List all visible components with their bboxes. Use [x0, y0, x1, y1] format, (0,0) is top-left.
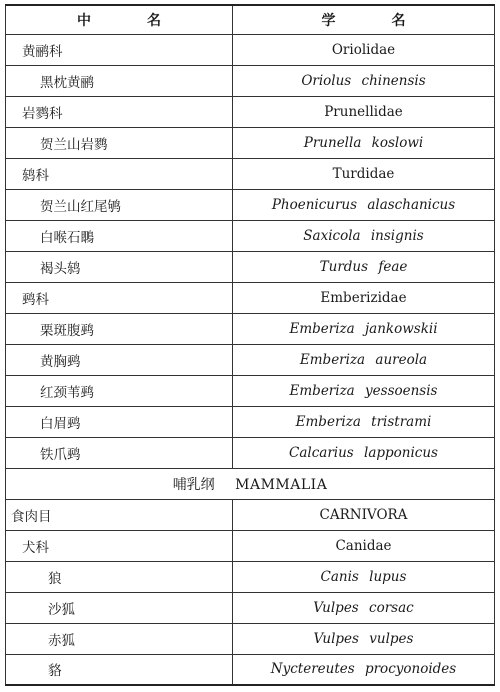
- scientific-name-cell: Nyctereutes procyonoides: [233, 654, 495, 685]
- chinese-name-cell: 狼: [6, 561, 233, 592]
- table-row: [6, 406, 495, 437]
- mammal-rows: [6, 499, 495, 685]
- scientific-name-cell: Prunella koslowi: [233, 127, 495, 158]
- table-row: [6, 96, 495, 127]
- table-row: [6, 592, 495, 623]
- table-row: [6, 561, 495, 592]
- scientific-name-cell: Calcarius lapponicus: [233, 437, 495, 468]
- chinese-name-cell: 铁爪鹀: [6, 437, 233, 468]
- scientific-name-cell: Turdidae: [233, 158, 495, 189]
- chinese-name-cell: 白眉鹀: [6, 406, 233, 437]
- scientific-name-cell: Emberiza tristrami: [233, 406, 495, 437]
- scientific-name-cell: Turdus feae: [233, 251, 495, 282]
- scientific-name-cell: Vulpes corsac: [233, 592, 495, 623]
- scientific-name-cell: CARNIVORA: [233, 499, 495, 530]
- chinese-name-cell: 犬科: [6, 530, 233, 561]
- table-row: [6, 189, 495, 220]
- scientific-name-cell: Prunellidae: [233, 96, 495, 127]
- chinese-name-cell: 贺兰山岩鹨: [6, 127, 233, 158]
- class-chinese-name: 哺乳纲: [172, 476, 215, 493]
- chinese-name-cell: 栗斑腹鹀: [6, 313, 233, 344]
- column-header-scientific-name: 学 名: [233, 5, 495, 34]
- table-row: [6, 654, 495, 685]
- chinese-name-cell: 褐头鸫: [6, 251, 233, 282]
- scientific-name-cell: Oriolus chinensis: [233, 65, 495, 96]
- chinese-name-cell: 食肉目: [6, 499, 233, 530]
- scientific-name-cell: Phoenicurus alaschanicus: [233, 189, 495, 220]
- chinese-name-cell: 鸫科: [6, 158, 233, 189]
- chinese-name-cell: 赤狐: [6, 623, 233, 654]
- scientific-name-cell: Canis lupus: [233, 561, 495, 592]
- table-row: [6, 623, 495, 654]
- table-row: [6, 127, 495, 158]
- species-table-page: [5, 4, 494, 686]
- chinese-name-cell: 黄胸鹀: [6, 344, 233, 375]
- chinese-name-cell: 黄鹂科: [6, 34, 233, 65]
- chinese-name-cell: 貉: [6, 654, 233, 685]
- species-table: [5, 4, 495, 686]
- chinese-name-cell: 鹀科: [6, 282, 233, 313]
- class-latin-name: MAMMALIA: [235, 476, 328, 493]
- scientific-name-cell: Oriolidae: [233, 34, 495, 65]
- column-header-chinese-name: 中 名: [6, 5, 233, 34]
- scientific-name-cell: Emberizidae: [233, 282, 495, 313]
- chinese-name-cell: 岩鹨科: [6, 96, 233, 127]
- table-row: [6, 220, 495, 251]
- scientific-name-cell: Emberiza jankowskii: [233, 313, 495, 344]
- table-row: [6, 282, 495, 313]
- chinese-name-cell: 黑枕黄鹂: [6, 65, 233, 96]
- table-row: [6, 437, 495, 468]
- table-row: [6, 344, 495, 375]
- scientific-name-cell: Canidae: [233, 530, 495, 561]
- table-row: [6, 158, 495, 189]
- scientific-name-cell: Emberiza aureola: [233, 344, 495, 375]
- chinese-name-cell: 白喉石䳭: [6, 220, 233, 251]
- table-row: [6, 375, 495, 406]
- table-row: [6, 65, 495, 96]
- table-row: [6, 530, 495, 561]
- chinese-name-cell: 红颈苇鹀: [6, 375, 233, 406]
- class-row: [6, 468, 495, 499]
- table-header-row: [6, 5, 495, 34]
- bird-rows: [6, 34, 495, 468]
- chinese-name-cell: 贺兰山红尾鸲: [6, 189, 233, 220]
- chinese-name-cell: 沙狐: [6, 592, 233, 623]
- scientific-name-cell: Emberiza yessoensis: [233, 375, 495, 406]
- class-heading: [6, 468, 495, 499]
- scientific-name-cell: Saxicola insignis: [233, 220, 495, 251]
- table-row: [6, 251, 495, 282]
- table-row: [6, 499, 495, 530]
- table-row: [6, 313, 495, 344]
- table-row: [6, 34, 495, 65]
- scientific-name-cell: Vulpes vulpes: [233, 623, 495, 654]
